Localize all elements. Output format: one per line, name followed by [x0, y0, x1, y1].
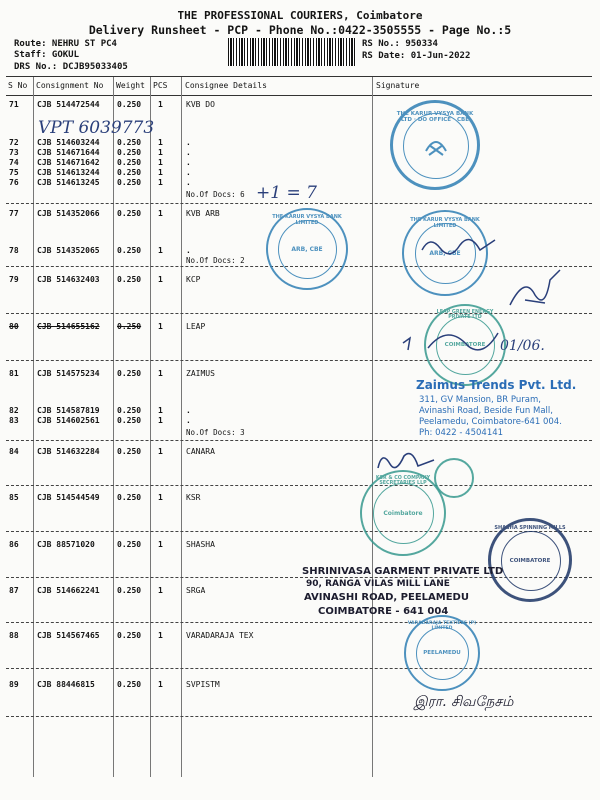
group-separator [6, 440, 592, 441]
column-divider [372, 77, 373, 777]
row-sno: 80 [9, 322, 19, 331]
row-consignee: KVB DO [186, 100, 215, 109]
row-consignment: CJB 514472544 [37, 100, 100, 109]
row-pcs: 1 [158, 178, 163, 187]
row-consignment: CJB 514613244 [37, 168, 100, 177]
column-divider [150, 77, 151, 777]
row-consignee: KSR [186, 493, 201, 502]
row-pcs: 1 [158, 540, 163, 549]
handwritten-docs-addition: +1 = 7 [256, 183, 317, 203]
kvb-arb-stamp: THE KARUR VYSYA BANK LIMITED ARB, CBE [266, 208, 348, 290]
row-sno: 87 [9, 586, 19, 595]
row-pcs: 1 [158, 148, 163, 157]
row-weight: 0.250 [117, 369, 142, 378]
drs-number: DRS No.: DCJB95033405 [14, 62, 128, 72]
row-consignee: KCP [186, 275, 201, 284]
row-consignment: CJB 514567465 [37, 631, 100, 640]
kvb-do-stamp: THE KARUR VYSYA BANK LTD · DO OFFICE · CBE [390, 100, 480, 190]
row-pcs: 1 [158, 275, 163, 284]
row-pcs: 1 [158, 406, 163, 415]
stamp-address-line: Peelamedu, Coimbatore-641 004. [419, 417, 562, 427]
row-sno: 88 [9, 631, 19, 640]
row-consignment: CJB 514352065 [37, 246, 100, 255]
row-consignee: . [186, 416, 191, 425]
row-consignment: CJB 514655162 [37, 322, 100, 331]
rs-date: RS Date: 01-Jun-2022 [362, 51, 471, 61]
row-consignee: . [186, 158, 191, 167]
row-weight: 0.250 [117, 100, 142, 109]
ksr-company-stamp: KSR & CO COMPANY SECRETARIES LLP Coimbatore [360, 470, 446, 556]
col-header-pcs: PCS [153, 81, 168, 90]
kvb-arb-stamp: THE KARUR VYSYA BANK LIMITED ARB, CBE [402, 210, 488, 296]
varadaraja-textiles-stamp: VARADARAJA TEXTILES (P) LIMITED PEELAMEDU [404, 615, 480, 691]
handwritten-reference: VPT 6039773 [38, 118, 155, 138]
row-consignee: VARADARAJA TEX [186, 631, 254, 640]
row-weight: 0.250 [117, 138, 142, 147]
row-consignee: . [186, 178, 191, 187]
row-pcs: 1 [158, 631, 163, 640]
row-pcs: 1 [158, 209, 163, 218]
signature-scribble [398, 318, 508, 363]
rs-number: RS No.: 950334 [362, 39, 438, 49]
row-consignment: CJB 88571020 [37, 540, 95, 549]
stamp-phone: Ph: 0422 - 4504141 [419, 428, 504, 438]
column-divider [33, 77, 34, 777]
stamp-address-line: COIMBATORE - 641 004 [318, 606, 449, 617]
signature-scribble [420, 230, 520, 260]
bank-emblem-icon [421, 131, 451, 161]
row-sno: 79 [9, 275, 19, 284]
row-sno: 83 [9, 416, 19, 425]
row-consignment: CJB 514575234 [37, 369, 100, 378]
row-sno: 89 [9, 680, 19, 689]
row-sno: 85 [9, 493, 19, 502]
col-header-sno: S No [8, 81, 28, 90]
row-weight: 0.250 [117, 246, 142, 255]
row-consignee: SRGA [186, 586, 206, 595]
row-pcs: 1 [158, 447, 163, 456]
row-pcs: 1 [158, 416, 163, 425]
col-header-consignee: Consignee Details [185, 81, 267, 90]
stamp-address-line: 90, RANGA VILAS MILL LANE [306, 579, 450, 589]
row-consignment: CJB 514544549 [37, 493, 100, 502]
row-pcs: 1 [158, 493, 163, 502]
leap-green-energy-stamp: LEAP GREEN ENERGY PRIVATE LTD COIMBATORE [424, 304, 506, 386]
row-consignee: SVPISTM [186, 680, 220, 689]
route-label: Route: NEHRU ST PC4 [14, 39, 117, 49]
row-consignment: CJB 514632403 [37, 275, 100, 284]
group-separator [6, 203, 592, 204]
row-sno: 77 [9, 209, 19, 218]
row-consignment: CJB 514671644 [37, 148, 100, 157]
row-weight: 0.250 [117, 493, 142, 502]
col-header-weight: Weight [116, 81, 145, 90]
docs-count-note: No.Of Docs: 3 [186, 428, 245, 437]
row-pcs: 1 [158, 138, 163, 147]
signature-scribble [505, 265, 565, 315]
row-sno: 84 [9, 447, 19, 456]
column-divider [181, 77, 182, 777]
row-consignment: CJB 514587819 [37, 406, 100, 415]
row-consignment: CJB 514613245 [37, 178, 100, 187]
row-weight: 0.250 [117, 209, 142, 218]
docs-count-note: No.Of Docs: 6 [186, 190, 245, 199]
row-weight: 0.250 [117, 406, 142, 415]
row-pcs: 1 [158, 168, 163, 177]
row-weight: 0.250 [117, 586, 142, 595]
row-sno: 75 [9, 168, 19, 177]
canara-seal-stamp [434, 458, 474, 498]
row-pcs: 1 [158, 369, 163, 378]
stamp-company-name: Zaimus Trends Pvt. Ltd. [416, 378, 577, 392]
shasha-spinning-mills-stamp: SHASHA SPINNING MILLS COIMBATORE [488, 518, 572, 602]
row-weight: 0.250 [117, 447, 142, 456]
runsheet-title: THE PROFESSIONAL COURIERS, Coimbatore [177, 9, 423, 22]
group-separator [6, 622, 592, 623]
col-header-signature: Signature [376, 81, 420, 90]
stamp-company-name: SHRINIVASA GARMENT PRIVATE LTD [302, 566, 504, 577]
row-sno: 82 [9, 406, 19, 415]
barcode [228, 38, 356, 66]
row-weight: 0.250 [117, 168, 142, 177]
row-sno: 74 [9, 158, 19, 167]
row-weight: 0.250 [117, 148, 142, 157]
row-consignee: . [186, 406, 191, 415]
row-sno: 71 [9, 100, 19, 109]
row-consignee: . [186, 148, 191, 157]
row-weight: 0.250 [117, 275, 142, 284]
group-separator [6, 716, 592, 717]
row-pcs: 1 [158, 100, 163, 109]
docs-count-note: No.Of Docs: 2 [186, 256, 245, 265]
row-pcs: 1 [158, 322, 163, 331]
row-pcs: 1 [158, 158, 163, 167]
column-divider [113, 77, 114, 777]
runsheet-subtitle: Delivery Runsheet - PCP - Phone No.:0422-3505555 - Page No.:5 [88, 23, 512, 37]
row-pcs: 1 [158, 586, 163, 595]
staff-label: Staff: GOKUL [14, 50, 80, 60]
stamp-address-line: 311, GV Mansion, BR Puram, [419, 395, 541, 405]
row-consignment: CJB 514352066 [37, 209, 100, 218]
row-consignment: CJB 514632284 [37, 447, 100, 456]
row-weight: 0.250 [117, 178, 142, 187]
table-top-rule [6, 76, 592, 77]
row-sno: 81 [9, 369, 19, 378]
row-pcs: 1 [158, 680, 163, 689]
row-consignee: . [186, 246, 191, 255]
row-sno: 86 [9, 540, 19, 549]
row-weight: 0.250 [117, 540, 142, 549]
row-weight: 0.250 [117, 416, 142, 425]
stamp-address-line: AVINASHI ROAD, PEELAMEDU [304, 592, 469, 603]
row-consignee: CANARA [186, 447, 215, 456]
row-consignee: ZAIMUS [186, 369, 215, 378]
row-weight: 0.250 [117, 322, 142, 331]
row-consignee: KVB ARB [186, 209, 220, 218]
table-header-rule [6, 95, 592, 96]
handwritten-tamil-signature: இரா. சிவநேசம் [414, 694, 514, 710]
row-sno: 72 [9, 138, 19, 147]
handwritten-date: 01/06. [500, 338, 545, 354]
row-consignment: CJB 88446815 [37, 680, 95, 689]
group-separator [6, 668, 592, 669]
row-consignment: CJB 514671642 [37, 158, 100, 167]
row-consignment: CJB 514603244 [37, 138, 100, 147]
row-weight: 0.250 [117, 631, 142, 640]
row-weight: 0.250 [117, 680, 142, 689]
stamp-address-line: Avinashi Road, Beside Fun Mall, [419, 406, 553, 416]
row-consignment: CJB 514662241 [37, 586, 100, 595]
row-consignment: CJB 514602561 [37, 416, 100, 425]
group-separator [6, 485, 592, 486]
row-sno: 73 [9, 148, 19, 157]
row-sno: 76 [9, 178, 19, 187]
row-consignee: SHASHA [186, 540, 215, 549]
row-pcs: 1 [158, 246, 163, 255]
row-weight: 0.250 [117, 158, 142, 167]
col-header-consignment: Consignment No [36, 81, 104, 90]
row-consignee: LEAP [186, 322, 206, 331]
row-sno: 78 [9, 246, 19, 255]
row-consignee: . [186, 138, 191, 147]
row-consignee: . [186, 168, 191, 177]
